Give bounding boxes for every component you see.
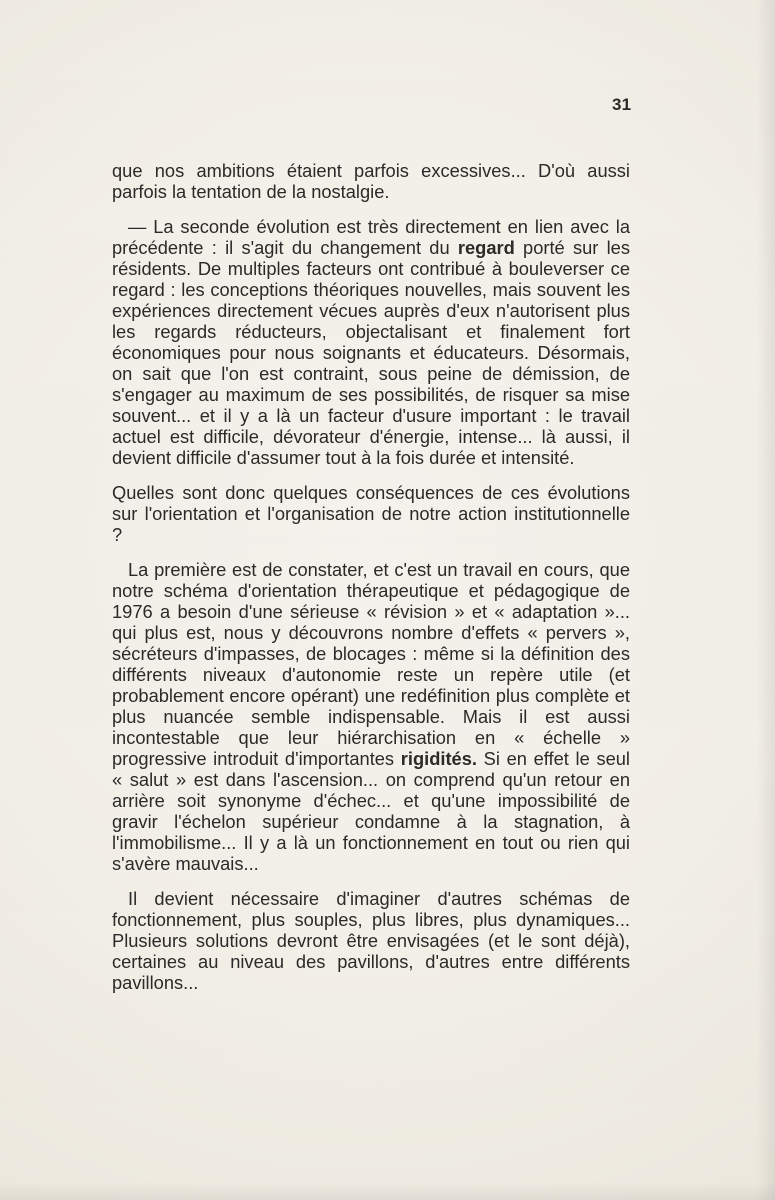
- paragraph-4-part1: La première est de constater, et c'est un travail en cours, que notre schéma d'orientation thérapeutique et pédagogique de 1976 a besoin d'une sérieuse « révision » et « adaptation »... qui plus est, nous y découvrons nombre d'effets « pervers », sécréteurs d'impasses, de blocages : même si la définition des différents niveaux d'autonomie reste un repère utile (et probablement encore opérant) une redéfinition plus complète et plus nuancée semble indispensable. Mais il est aussi incontestable que leur hiérarchisation en « échelle » progressive introduit d'importantes: [112, 559, 630, 769]
- paragraph-4-bold-word: rigidités.: [400, 748, 477, 769]
- paragraph-5: [112, 888, 630, 993]
- body-text: [112, 160, 630, 1007]
- paragraph-2: [112, 216, 630, 468]
- page-edge-shadow-right: [757, 0, 775, 1200]
- page-number: 31: [612, 95, 632, 114]
- paragraph-4-part2: Si en effet le seul « salut » est dans l'ascension... on comprend qu'un retour en arrière soit synonyme d'échec... et qu'une impossibilité de gravir l'échelon supérieur condamne à la stagnation, à l'immobilisme... Il y a là un fonctionnement en tout ou rien qui s'avère mauvais...: [112, 748, 630, 874]
- paragraph-3-text: Quelles sont donc quelques conséquences de ces évolutions sur l'orientation et l'organisation de notre action institutionnelle ?: [112, 482, 630, 545]
- paragraph-2-part2: porté sur les résidents. De multiples facteurs ont contribué à bouleverser ce regard : les conceptions théoriques nouvelles, mais souvent les expériences directement vécues auprès d'eux n'autorisent plus les regards réducteurs, objectalisant et finalement fort économiques pour nous soignants et éducateurs. Désormais, on sait que l'on est contraint, sous peine de démission, de s'engager au maximum de ses possibilités, de risquer sa mise souvent... et il y a là un facteur d'usure important : le travail actuel est difficile, dévorateur d'énergie, intense... là aussi, il devient difficile d'assumer tout à la fois durée et intensité.: [112, 237, 630, 468]
- paragraph-2-bold-word: regard: [457, 237, 515, 258]
- paragraph-1-text: que nos ambitions étaient parfois excessives... D'où aussi parfois la tentation de la nostalgie.: [112, 160, 630, 202]
- paragraph-5-text: Il devient nécessaire d'imaginer d'autres schémas de fonctionnement, plus souples, plus libres, plus dynamiques... Plusieurs solutions devront être envisagées (et le sont déjà), certaines au niveau des pavillons, d'autres entre différents pavillons...: [112, 888, 630, 993]
- paragraph-3: [112, 482, 630, 545]
- paragraph-4: [112, 559, 630, 874]
- page-edge-shadow-bottom: [0, 1182, 775, 1200]
- paragraph-1: [112, 160, 630, 202]
- paragraph-2-part1: — La seconde évolution est très directement en lien avec la précédente : il s'agit du changement du: [112, 216, 630, 258]
